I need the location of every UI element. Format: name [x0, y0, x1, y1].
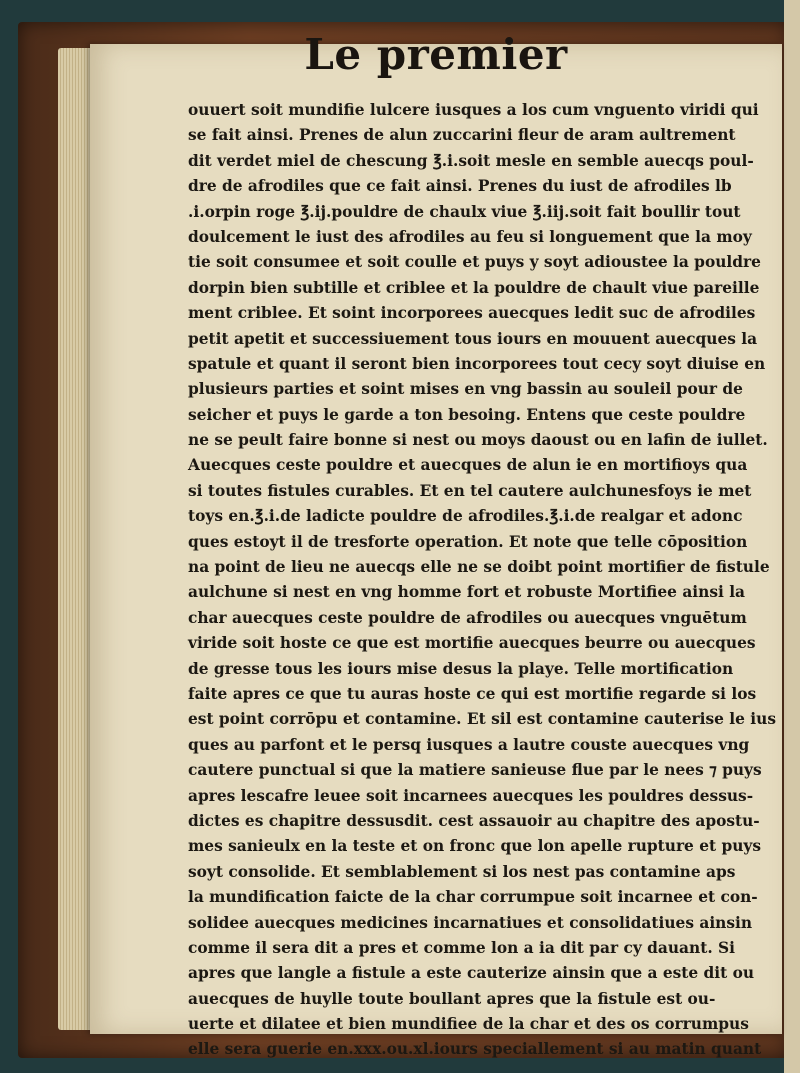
text-line: de gresse tous les iours mise desus la playe. Telle mortification	[188, 659, 734, 678]
text-line: solidee auecques medicines incarnatiues et consolidatiues ainsin	[188, 913, 753, 932]
text-line: dre de afrodiles que ce fait ainsi. Prenes du iust de afrodiles lb	[188, 177, 732, 196]
text-line: Auecques ceste pouldre et auecques de alun ie en mortifioys qua	[188, 456, 748, 475]
text-line: ques estoyt il de tresforte operation. Et note que telle cōposition	[188, 532, 748, 551]
text-line: tie soit consumee et soit coulle et puys y soyt adioustee la pouldre	[188, 253, 761, 272]
text-line: cautere punctual si que la matiere sanieuse flue par le nees ⁊ puys	[188, 761, 762, 780]
text-line: ques au parfont et le persq iusques a lautre couste auecques vng	[188, 735, 750, 754]
text-line: auecques de huylle toute boullant apres que la fistule est ou-	[188, 989, 716, 1008]
text-line: soyt consolide. Et semblablement si los nest pas contamine aps	[188, 862, 736, 881]
text-line: dictes es chapitre dessusdit. cest assauoir au chapitre des apostu-	[188, 811, 760, 830]
text-line: la mundification faicte de la char corrumpue soit incarnee et con-	[188, 888, 758, 907]
text-line: viride soit hoste ce que est mortifie auecques beurre ou auecques	[188, 634, 756, 653]
text-line: spatule et quant il seront bien incorporees tout cecy soyt diuise en	[188, 354, 766, 373]
text-line: doulcement le iust des afrodiles au feu si longuement que la moy	[188, 227, 752, 246]
text-line: dit verdet miel de chescung ℥.i.soit mesle en semble auecqs poul-	[188, 151, 754, 170]
text-line: apres lescafre leuee soit incarnees auecques les pouldres dessus-	[188, 786, 754, 805]
text-line: na point de lieu ne auecqs elle ne se doibt point mortifier de fistule	[188, 558, 770, 577]
text-line: seicher et puys le garde a ton besoing. Entens que ceste pouldre	[188, 405, 746, 424]
text-block	[188, 98, 777, 1063]
text-line: se fait ainsi. Prenes de alun zuccarini fleur de aram aultrement	[188, 126, 736, 145]
text-line: est point corrōpu et contamine. Et sil est contamine cauterise le ius	[188, 710, 777, 729]
text-line: mes sanieulx en la teste et on fronc que lon apelle rupture et puys	[188, 837, 762, 856]
text-line: aulchune si nest en vng homme fort et robuste Mortifiee ainsi la	[188, 583, 746, 602]
text-line: comme il sera dit a pres et comme lon a ia dit par cy dauant. Si	[188, 938, 735, 957]
text-line: .i.orpin roge ℥.ij.pouldre de chaulx viue ℥.iij.soit fait boullir tout	[188, 202, 741, 221]
text-line: plusieurs parties et soint mises en vng bassin au souleil pour de	[188, 380, 743, 399]
text-line: ment criblee. Et soint incorporees auecques ledit suc de afrodiles	[188, 304, 756, 323]
text-line: ouuert soit mundifie lulcere iusques a los cum vnguento viridi qui	[188, 101, 759, 119]
text-line: si toutes fistules curables. Et en tel cautere aulchunesfoys ie met	[188, 481, 752, 500]
text-line: elle sera guerie en.xxx.ou.xl.iours speciallement si au matin quant	[188, 1040, 762, 1059]
text-line: petit apetit et successiuement tous iours en mouuent auecques la	[188, 329, 758, 348]
text-line: toys en.℥.i.de ladicte pouldre de afrodiles.℥.i.de realgar et adonc	[188, 507, 743, 526]
text-line: char auecques ceste pouldre de afrodiles ou auecques vnguētum	[188, 608, 747, 627]
running-head: Le premier	[304, 30, 568, 79]
text-line: dorpin bien subtille et criblee et la pouldre de chault viue pareille	[188, 278, 760, 297]
text-line: ne se peult faire bonne si nest ou moys daoust ou en lafin de iullet.	[188, 431, 768, 450]
book-page	[90, 30, 782, 1059]
text-line: uerte et dilatee et bien mundifiee de la char et des os corrumpus	[188, 1015, 749, 1034]
text-line: faite apres ce que tu auras hoste ce qui est mortifie regarde si los	[188, 684, 757, 703]
facing-page-edge	[784, 0, 800, 1073]
text-line: apres que langle a fistule a este cauterize ainsin que a este dit ou	[188, 964, 755, 983]
